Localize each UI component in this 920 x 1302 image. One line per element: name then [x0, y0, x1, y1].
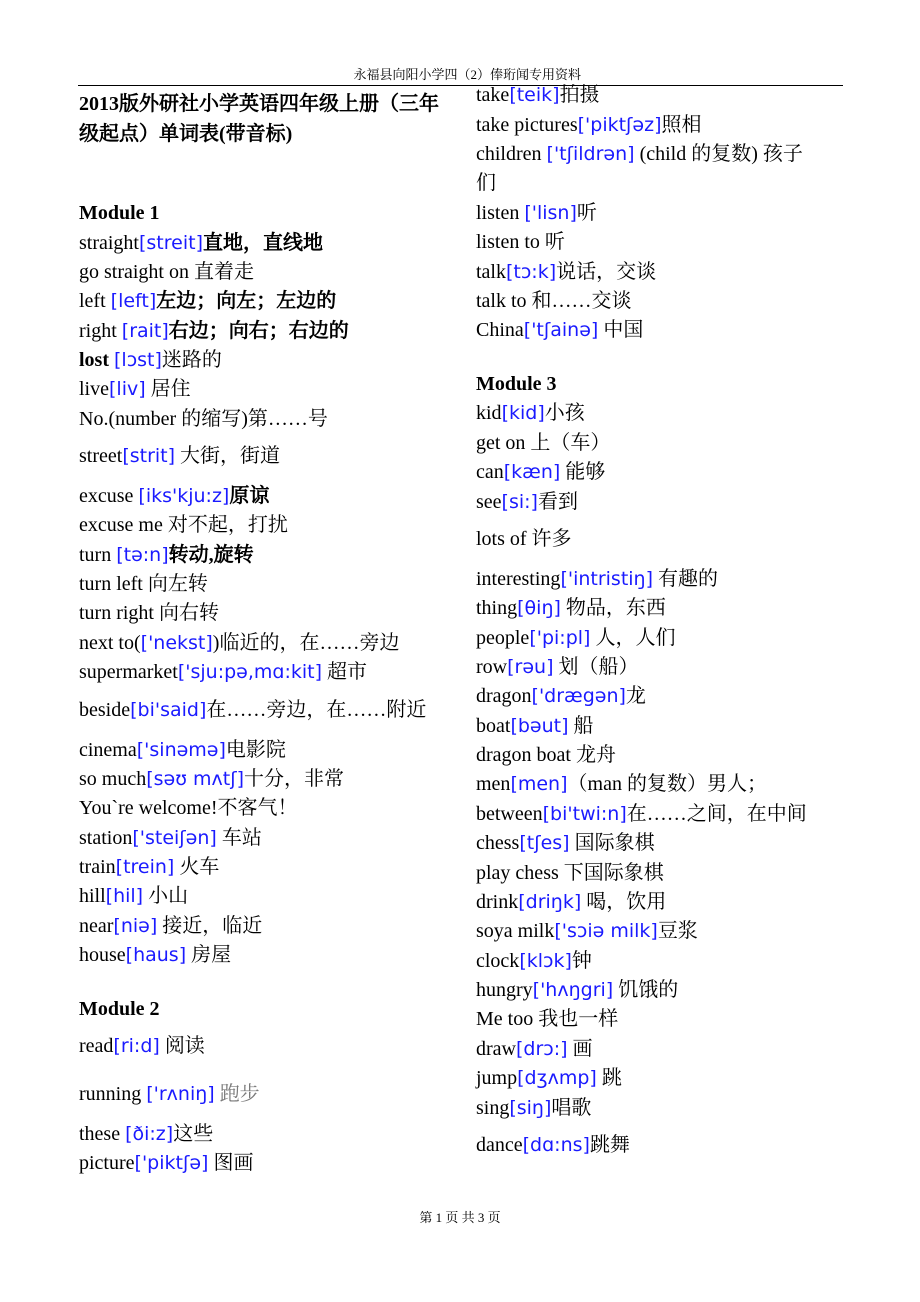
vocab-word: interesting [476, 568, 561, 590]
vocab-entry [476, 976, 678, 1005]
vocab-word: draw [476, 1038, 516, 1060]
vocab-phonetic: ['piktʃəz] [577, 114, 662, 136]
vocab-meaning: 唱歌 [551, 1097, 592, 1119]
vocab-word: left [79, 290, 111, 312]
vocab-entry [79, 442, 280, 471]
vocab-word: go straight on [79, 261, 194, 283]
vocab-word: listen [476, 202, 525, 224]
vocab-entry [476, 287, 632, 316]
vocab-word: supermarket [79, 661, 178, 683]
module-heading [476, 370, 557, 399]
vocab-phonetic: [driŋk] [518, 891, 582, 913]
vocab-entry [476, 1005, 618, 1034]
module-heading-text: Module 2 [79, 998, 160, 1020]
vocab-entry [79, 882, 188, 911]
vocab-phonetic: [tɔ:k] [506, 261, 557, 283]
vocab-meaning: 房屋 [186, 944, 232, 966]
vocab-word: so much [79, 768, 147, 790]
vocab-phonetic: [dʒʌmp] [517, 1067, 597, 1089]
vocab-phonetic: ['nekst] [140, 632, 213, 654]
vocab-meaning: 图画 [208, 1152, 254, 1174]
vocab-word: turn [79, 544, 117, 566]
vocab-entry [476, 565, 718, 594]
vocab-word: running [79, 1083, 147, 1105]
vocab-entry [476, 653, 638, 682]
vocab-meaning: 直地，直线地 [203, 232, 323, 254]
vocab-entry [476, 594, 666, 623]
vocab-meaning: 阅读 [159, 1035, 205, 1057]
vocab-meaning: )临近的，在……旁边 [212, 632, 400, 654]
vocab-meaning: 豆浆 [657, 920, 698, 942]
vocab-phonetic: [θiŋ] [517, 597, 561, 619]
vocab-phonetic: ['piktʃə] [134, 1152, 209, 1174]
vocab-entry [79, 1120, 213, 1149]
vocab-phonetic: [tʃes] [519, 832, 570, 854]
vocab-word: No.(number 的缩写)第……号 [79, 408, 328, 430]
vocab-entry [79, 1080, 260, 1109]
vocab-phonetic: ['sinəmə] [136, 739, 226, 761]
vocab-entry [79, 629, 399, 658]
vocab-phonetic: [left] [110, 290, 157, 312]
vocab-entry [476, 859, 664, 888]
vocab-phonetic: [strit] [122, 445, 176, 467]
vocab-word: hill [79, 885, 106, 907]
vocab-meaning: 龙 [625, 685, 646, 707]
vocab-meaning: 饥饿的 [613, 979, 679, 1001]
vocab-word: dragon [476, 685, 532, 707]
vocab-word: picture [79, 1152, 135, 1174]
vocab-meaning: 看到 [537, 491, 578, 513]
vocab-meaning: 能够 [560, 461, 606, 483]
vocab-word: China [476, 319, 524, 341]
vocab-word: train [79, 856, 116, 878]
vocab-meaning: 中国 [598, 319, 644, 341]
vocab-word: kid [476, 402, 502, 424]
vocab-meaning: 十分，非常 [244, 768, 344, 790]
vocab-word: cinema [79, 739, 137, 761]
vocab-entry [476, 111, 702, 140]
vocab-word: station [79, 827, 133, 849]
vocab-meaning: 在……旁边，在……附近 [206, 699, 427, 721]
vocab-entry [79, 570, 208, 599]
vocab-meaning: 听 [576, 202, 597, 224]
vocab-meaning: 直着走 [194, 261, 254, 283]
vocab-meaning: 喝，饮用 [581, 891, 667, 913]
vocab-entry [79, 1149, 253, 1178]
vocab-meaning: 物品，东西 [560, 597, 666, 619]
vocab-meaning: 超市 [322, 661, 368, 683]
module-heading [79, 995, 160, 1024]
vocab-phonetic: ['hʌŋgri] [532, 979, 614, 1001]
vocab-phonetic: [kid] [501, 402, 545, 424]
vocab-meaning: 人，人们 [590, 627, 676, 649]
vocab-entry [79, 258, 254, 287]
vocab-phonetic: ['rʌniŋ] [146, 1083, 215, 1105]
vocab-entry [476, 682, 646, 711]
vocab-entry [476, 429, 610, 458]
module-heading-text: Module 1 [79, 202, 160, 224]
vocab-meaning: 电影院 [225, 739, 286, 761]
vocab-word: take [476, 84, 510, 106]
vocab-phonetic: [ði:z] [125, 1123, 174, 1145]
vocab-entry [79, 229, 323, 258]
vocab-word: lots of 许多 [476, 528, 572, 550]
vocab-entry [79, 912, 262, 941]
vocab-entry [476, 399, 585, 428]
vocab-phonetic: [men] [510, 773, 568, 795]
vocab-entry [79, 941, 231, 970]
vocab-phonetic: [liv] [109, 378, 146, 400]
vocab-word: boat [476, 715, 511, 737]
vocab-word: dance [476, 1134, 523, 1156]
vocab-phonetic: [si:] [501, 491, 538, 513]
vocab-entry [476, 458, 605, 487]
vocab-phonetic: [bi'twi:n] [542, 803, 627, 825]
vocab-entry [476, 800, 807, 829]
vocab-phonetic: [rəu] [507, 656, 554, 678]
vocab-meaning: 在……之间，在中间 [626, 803, 807, 825]
vocab-word: people [476, 627, 530, 649]
vocab-meaning: 说话，交谈 [556, 261, 657, 283]
vocab-word: lost [79, 349, 114, 371]
vocab-entry [79, 405, 328, 434]
vocab-phonetic: [səʊ mʌtʃ] [146, 768, 244, 790]
page-title: 2013版外研社小学英语四年级上册（三年级起点）单词表(带音标) [79, 93, 439, 145]
vocab-meaning: 这些 [173, 1123, 214, 1145]
vocab-word: drink [476, 891, 519, 913]
vocab-word: live [79, 378, 109, 400]
vocab-entry [79, 824, 262, 853]
vocab-entry [476, 741, 616, 770]
vocab-entry [476, 258, 656, 287]
vocab-phonetic: [trein] [115, 856, 175, 878]
vocab-entry [79, 696, 426, 725]
vocab-entry [476, 1035, 593, 1064]
vocab-phonetic: ['pi:pl] [529, 627, 591, 649]
vocab-word: next to( [79, 632, 141, 654]
vocab-word: get on 上（车） [476, 432, 611, 454]
left-column [79, 0, 459, 1200]
vocab-word: You`re welcome!不客气！ [79, 797, 298, 819]
vocab-phonetic: [lɔst] [114, 349, 162, 371]
vocab-meaning: 居住 [145, 378, 191, 400]
vocab-word: row [476, 656, 508, 678]
vocab-entry [79, 853, 219, 882]
vocab-meaning: （man 的复数）男人； [567, 773, 767, 795]
vocab-meaning: 跑步 [214, 1083, 260, 1105]
vocab-entry [476, 712, 594, 741]
vocab-word: straight [79, 232, 139, 254]
vocab-entry [476, 888, 666, 917]
vocab-phonetic: ['tʃildrən] [546, 143, 635, 165]
vocab-word: thing [476, 597, 518, 619]
vocab-phonetic: [klɔk] [519, 950, 572, 972]
vocab-entry [476, 316, 643, 345]
vocab-word: soya milk [476, 920, 555, 942]
vocab-phonetic: ['intristiŋ] [560, 568, 654, 590]
vocab-entry [79, 599, 219, 628]
right-column [476, 0, 856, 1200]
vocab-word: can [476, 461, 504, 483]
vocab-phonetic: ['sɔiə milk] [554, 920, 658, 942]
vocab-word: clock [476, 950, 520, 972]
vocab-entry [79, 765, 344, 794]
vocab-phonetic: [ri:d] [113, 1035, 160, 1057]
vocab-meaning: 原谅 [229, 485, 270, 507]
vocab-entry [79, 482, 269, 511]
vocab-entry [79, 375, 191, 404]
vocab-word: chess [476, 832, 520, 854]
vocab-phonetic: [dɑ:ns] [522, 1134, 590, 1156]
vocab-word: talk [476, 261, 506, 283]
vocab-entry [79, 794, 298, 823]
vocab-entry [476, 1131, 630, 1160]
vocab-entry [476, 770, 767, 799]
vocab-entry [476, 624, 675, 653]
vocab-word: jump [476, 1067, 518, 1089]
vocab-word: turn left [79, 573, 148, 595]
vocab-meaning: 车站 [216, 827, 262, 849]
vocab-meaning: 火车 [174, 856, 220, 878]
vocab-word: take pictures [476, 114, 578, 136]
vocab-phonetic: ['steiʃən] [132, 827, 217, 849]
header-text: 永福县向阳小学四（2）俸珩闻专用资料 [353, 67, 581, 82]
vocab-meaning: 右边；向右；右边的 [168, 320, 349, 342]
vocab-word: Me too 我也一样 [476, 1008, 619, 1030]
vocab-entry [476, 829, 655, 858]
vocab-meaning: 接近，临近 [157, 915, 263, 937]
vocab-entry [476, 199, 597, 228]
vocab-word: men [476, 773, 511, 795]
vocab-entry [79, 287, 336, 316]
vocab-word: listen to 听 [476, 231, 565, 253]
vocab-word: near [79, 915, 114, 937]
vocab-phonetic: [teik] [509, 84, 560, 106]
vocab-word: hungry [476, 979, 533, 1001]
vocab-meaning: 小孩 [544, 402, 585, 424]
vocab-phonetic: [iks'kju:z] [138, 485, 230, 507]
vocab-entry [79, 346, 222, 375]
vocab-word: excuse me 对不起，打扰 [79, 514, 288, 536]
page-footer: 第 1 页 共 3 页 [419, 1210, 501, 1225]
module-heading [79, 199, 160, 228]
vocab-meaning: 跳 [596, 1067, 622, 1089]
vocab-phonetic: [bi'said] [130, 699, 207, 721]
vocab-phonetic: [haus] [125, 944, 187, 966]
vocab-meaning: 大街，街道 [175, 445, 281, 467]
vocab-word: street [79, 445, 123, 467]
vocab-phonetic: ['sju:pə,mɑ:kit] [177, 661, 323, 683]
vocab-entry [476, 81, 600, 110]
vocab-meaning: 拍摄 [559, 84, 600, 106]
vocab-word: these [79, 1123, 126, 1145]
vocab-word: excuse [79, 485, 139, 507]
vocab-phonetic: ['tʃainə] [523, 319, 599, 341]
vocab-phonetic: [niə] [113, 915, 158, 937]
vocab-entry [79, 511, 288, 540]
vocab-word: between [476, 803, 543, 825]
vocab-word: read [79, 1035, 114, 1057]
vocab-entry [476, 140, 803, 169]
vocab-phonetic: ['drægən] [531, 685, 626, 707]
vocab-entry [476, 917, 698, 946]
vocab-meaning: 有趣的 [653, 568, 719, 590]
vocab-entry [476, 169, 496, 198]
vocab-entry [476, 1094, 591, 1123]
vocab-meaning: 画 [567, 1038, 593, 1060]
vocab-word: beside [79, 699, 131, 721]
vocab-word: children [476, 143, 547, 165]
vocab-meaning: 迷路的 [161, 349, 222, 371]
vocab-meaning: (child 的复数) 孩子 [634, 143, 803, 165]
vocab-meaning: 左边；向左；左边的 [156, 290, 337, 312]
vocab-word: see [476, 491, 502, 513]
vocab-entry [79, 736, 286, 765]
vocab-entry [476, 488, 578, 517]
vocab-phonetic: ['lisn] [524, 202, 577, 224]
module-heading-text: Module 3 [476, 373, 557, 395]
vocab-phonetic: [siŋ] [509, 1097, 552, 1119]
vocab-phonetic: [streit] [139, 232, 203, 254]
vocab-word: talk to 和……交谈 [476, 290, 632, 312]
vocab-meaning: 向右转 [159, 602, 219, 624]
vocab-meaning: 国际象棋 [569, 832, 655, 854]
vocab-phonetic: [hil] [105, 885, 144, 907]
vocab-word: 们 [476, 172, 496, 194]
vocab-entry [476, 525, 572, 554]
vocab-phonetic: [kæn] [503, 461, 561, 483]
vocab-word: turn right [79, 602, 159, 624]
vocab-phonetic: [drɔ:] [515, 1038, 568, 1060]
vocab-meaning: 跳舞 [589, 1134, 630, 1156]
vocab-meaning: 船 [568, 715, 594, 737]
vocab-word: play chess 下国际象棋 [476, 862, 664, 884]
vocab-meaning: 向左转 [147, 573, 208, 595]
vocab-word: right [79, 320, 122, 342]
vocab-entry [79, 317, 349, 346]
vocab-word: house [79, 944, 126, 966]
vocab-entry [476, 947, 592, 976]
vocab-entry [476, 1064, 622, 1093]
vocab-phonetic: [bəut] [510, 715, 569, 737]
vocab-phonetic: [tə:n] [116, 544, 169, 566]
vocab-meaning: 划（船） [553, 656, 639, 678]
vocab-meaning: 转动,旋转 [168, 544, 254, 566]
vocab-entry [79, 541, 254, 570]
vocab-meaning: 小山 [143, 885, 189, 907]
vocab-word: dragon boat 龙舟 [476, 744, 616, 766]
vocab-phonetic: [rait] [121, 320, 169, 342]
vocab-meaning: 钟 [571, 950, 592, 972]
vocab-word: sing [476, 1097, 510, 1119]
vocab-entry [79, 1032, 205, 1061]
vocab-meaning: 照相 [661, 114, 702, 136]
vocab-entry [476, 228, 565, 257]
vocab-entry [79, 658, 367, 687]
